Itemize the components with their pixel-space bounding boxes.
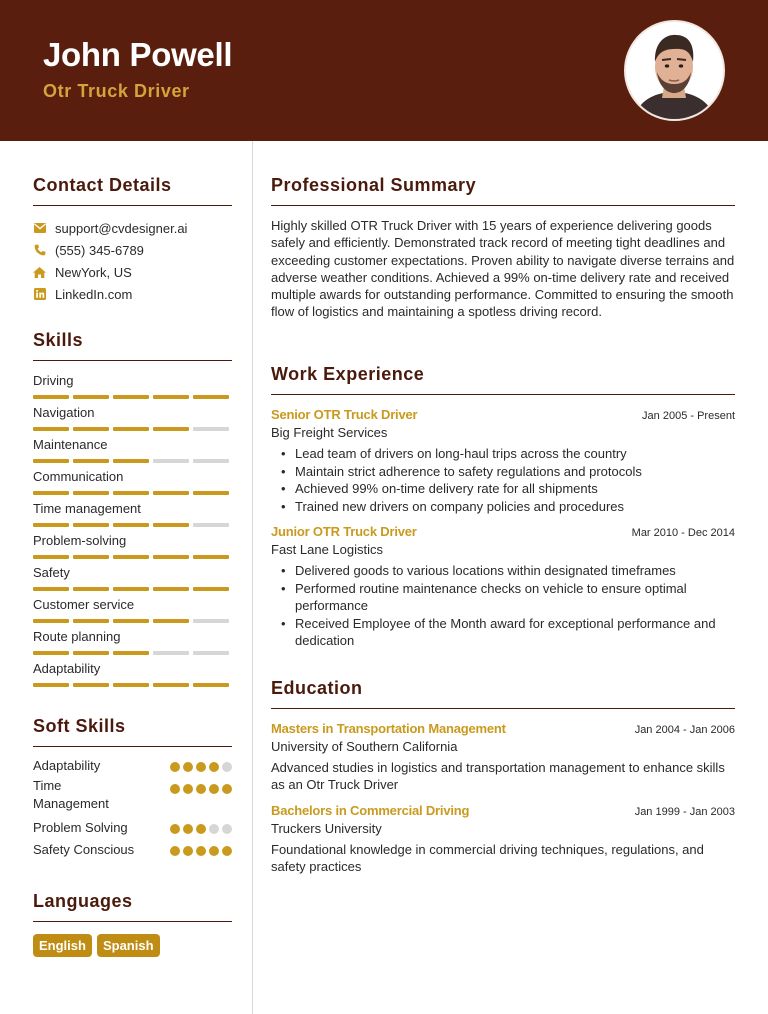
skill-level-segment bbox=[193, 619, 229, 623]
job-bullet: • Maintain strict adherence to safety regulations and protocols bbox=[278, 463, 735, 481]
section-rule bbox=[33, 921, 232, 922]
skill-level-bar bbox=[33, 555, 232, 559]
skill-level-bar bbox=[33, 459, 232, 463]
skill-label: Adaptability bbox=[33, 661, 101, 676]
job-bullet: • Received Employee of the Month award for exceptional performance and dedication bbox=[278, 615, 735, 650]
skill-level-segment bbox=[73, 427, 109, 431]
job-bullet: • Delivered goods to various locations within designated timeframes bbox=[278, 562, 735, 580]
education-entry bbox=[271, 803, 735, 876]
skill-level-bar bbox=[33, 683, 232, 687]
skill-level-segment bbox=[153, 459, 189, 463]
rating-dot bbox=[222, 784, 232, 794]
skill-level-segment bbox=[33, 459, 69, 463]
work-heading: Work Experience bbox=[271, 364, 425, 384]
soft-skill-label: Safety Conscious bbox=[33, 842, 135, 857]
skill-label: Time management bbox=[33, 501, 141, 516]
work-section bbox=[271, 364, 735, 650]
job-entry bbox=[271, 524, 735, 650]
education-date: Jan 1999 - Jan 2003 bbox=[634, 805, 735, 818]
rating-dot bbox=[170, 762, 180, 772]
job-bullet: • Trained new drivers on company policies and procedures bbox=[278, 498, 735, 516]
degree-title: Bachelors in Commercial Driving bbox=[271, 802, 470, 818]
column-divider bbox=[252, 141, 253, 1014]
skill-level-segment bbox=[113, 651, 149, 655]
skill-label: Safety bbox=[33, 565, 70, 580]
skill-level-segment bbox=[113, 427, 149, 431]
skill-level-segment bbox=[113, 555, 149, 559]
skill-label: Route planning bbox=[33, 629, 121, 644]
soft-skill-label: Time Management bbox=[33, 778, 109, 811]
section-rule bbox=[271, 708, 735, 709]
rating-dot bbox=[209, 846, 219, 856]
soft-skills-section bbox=[33, 716, 232, 864]
skill-level-segment bbox=[153, 683, 189, 687]
skill-level-segment bbox=[153, 491, 189, 495]
skill-label: Communication bbox=[33, 469, 124, 484]
skill-level-segment bbox=[33, 587, 69, 591]
skill-row bbox=[33, 404, 232, 436]
skill-level-segment bbox=[193, 427, 229, 431]
rating-dot bbox=[170, 784, 180, 794]
skill-level-segment bbox=[73, 619, 109, 623]
skill-level-segment bbox=[33, 523, 69, 527]
skill-level-segment bbox=[33, 427, 69, 431]
job-bullets bbox=[278, 562, 735, 650]
home-icon bbox=[33, 266, 46, 279]
section-rule bbox=[33, 746, 232, 747]
rating-dot bbox=[209, 784, 219, 794]
skill-level-segment bbox=[33, 683, 69, 687]
skill-level-segment bbox=[193, 587, 229, 591]
language-badge: Spanish bbox=[97, 934, 160, 957]
rating-dot bbox=[183, 824, 193, 834]
envelope-icon bbox=[33, 222, 46, 235]
soft-skill-label: Problem Solving bbox=[33, 820, 128, 835]
skill-label: Navigation bbox=[33, 405, 95, 420]
skill-level-segment bbox=[33, 555, 69, 559]
skill-level-segment bbox=[113, 683, 149, 687]
skill-level-segment bbox=[193, 523, 229, 527]
skill-level-segment bbox=[73, 459, 109, 463]
section-rule bbox=[33, 205, 232, 206]
soft-skill-rating bbox=[170, 824, 232, 834]
skills-section bbox=[33, 330, 232, 692]
job-title: Senior OTR Truck Driver bbox=[271, 407, 418, 422]
rating-dot bbox=[196, 824, 206, 834]
rating-dot bbox=[222, 846, 232, 856]
soft-skill-rating bbox=[170, 784, 232, 794]
rating-dot bbox=[183, 762, 193, 772]
section-rule bbox=[271, 205, 735, 206]
skill-level-segment bbox=[33, 491, 69, 495]
soft-skills-heading: Soft Skills bbox=[33, 716, 126, 736]
skill-level-bar bbox=[33, 587, 232, 591]
school-name: University of Southern California bbox=[271, 739, 458, 754]
contact-linkedin[interactable] bbox=[33, 283, 232, 305]
skill-level-segment bbox=[73, 683, 109, 687]
rating-dot bbox=[209, 824, 219, 834]
contact-location-text: NewYork, US bbox=[55, 264, 132, 280]
language-badge: English bbox=[33, 934, 92, 957]
job-date: Jan 2005 - Present bbox=[642, 410, 735, 422]
skill-label: Customer service bbox=[33, 597, 135, 612]
rating-dot bbox=[183, 846, 193, 856]
contact-phone-text: (555) 345-6789 bbox=[55, 242, 144, 258]
skill-level-segment bbox=[73, 587, 109, 591]
contact-email[interactable] bbox=[33, 217, 232, 239]
school-name: Truckers University bbox=[271, 820, 382, 836]
skill-level-segment bbox=[113, 459, 149, 463]
soft-skill-row bbox=[33, 820, 232, 842]
job-company: Fast Lane Logistics bbox=[271, 542, 384, 557]
skill-level-segment bbox=[193, 491, 229, 495]
skill-row bbox=[33, 628, 232, 660]
skill-row bbox=[33, 660, 232, 692]
job-title: Junior OTR Truck Driver bbox=[271, 524, 417, 539]
rating-dot bbox=[222, 824, 232, 834]
education-date: Jan 2004 - Jan 2006 bbox=[634, 724, 735, 736]
rating-dot bbox=[209, 762, 219, 772]
profile-photo bbox=[624, 20, 725, 121]
skills-heading: Skills bbox=[33, 330, 84, 350]
job-bullet: • Achieved 99% on-time delivery rate for all shipments bbox=[278, 480, 735, 498]
rating-dot bbox=[196, 784, 206, 794]
phone-icon bbox=[33, 244, 46, 257]
rating-dot bbox=[183, 784, 193, 794]
education-section bbox=[271, 678, 735, 875]
skill-label: Driving bbox=[33, 373, 74, 388]
soft-skill-rating bbox=[170, 762, 232, 772]
skill-level-bar bbox=[33, 651, 232, 655]
education-heading: Education bbox=[271, 678, 363, 698]
contact-email-text: support@cvdesigner.ai bbox=[55, 220, 188, 236]
job-bullets bbox=[278, 445, 735, 515]
skill-level-bar bbox=[33, 491, 232, 495]
education-entry bbox=[271, 721, 735, 794]
education-desc: Foundational knowledge in commercial driving techniques, regulations, and safety practices bbox=[271, 841, 704, 874]
skill-level-segment bbox=[73, 523, 109, 527]
resume-header bbox=[0, 0, 768, 141]
skill-level-segment bbox=[193, 683, 229, 687]
skill-label: Maintenance bbox=[33, 437, 108, 452]
skill-level-segment bbox=[113, 619, 149, 623]
contact-heading: Contact Details bbox=[33, 175, 172, 195]
candidate-title: Otr Truck Driver bbox=[43, 81, 190, 101]
job-company: Big Freight Services bbox=[271, 425, 388, 440]
skill-row bbox=[33, 372, 232, 404]
skill-row bbox=[33, 564, 232, 596]
rating-dot bbox=[170, 846, 180, 856]
contact-section bbox=[33, 175, 232, 305]
skill-level-segment bbox=[193, 395, 229, 399]
skill-level-segment bbox=[153, 555, 189, 559]
job-bullet: • Performed routine maintenance checks on vehicle to ensure optimal performance bbox=[278, 580, 735, 615]
skill-level-segment bbox=[33, 651, 69, 655]
skill-level-segment bbox=[113, 395, 149, 399]
skill-row bbox=[33, 532, 232, 564]
skill-level-segment bbox=[153, 523, 189, 527]
skill-row bbox=[33, 500, 232, 532]
skill-level-segment bbox=[73, 651, 109, 655]
soft-skill-row bbox=[33, 842, 232, 864]
soft-skill-label: Adaptability bbox=[33, 758, 101, 773]
skill-level-segment bbox=[73, 395, 109, 399]
job-bullet: • Lead team of drivers on long-haul trips across the country bbox=[278, 445, 735, 463]
rating-dot bbox=[196, 762, 206, 772]
section-rule bbox=[33, 360, 232, 361]
soft-skill-rating bbox=[170, 846, 232, 856]
skill-level-segment bbox=[113, 491, 149, 495]
contact-linkedin-text: LinkedIn.com bbox=[55, 286, 133, 302]
skill-level-segment bbox=[113, 523, 149, 527]
skill-level-segment bbox=[153, 619, 189, 623]
summary-heading: Professional Summary bbox=[271, 175, 477, 195]
skill-level-bar bbox=[33, 523, 232, 527]
skill-level-segment bbox=[153, 587, 189, 591]
contact-location bbox=[33, 261, 232, 283]
summary-text: Highly skilled OTR Truck Driver with 15 years of experience delivering goods safely and efficiently. Demonstrated track record of meeting tight deadlines and exceeding customer expectations. Proven ability to navigate diverse terrains and adverse weather conditions. Achieved a 99% on-time delivery rate and received multiple awards for outstanding performance. Committed to ensuring the smooth flow of logistics and maintaining a spotless driving record. bbox=[271, 218, 735, 320]
languages-heading: Languages bbox=[33, 891, 133, 911]
skill-row bbox=[33, 436, 232, 468]
skill-level-segment bbox=[33, 619, 69, 623]
skill-level-segment bbox=[153, 427, 189, 431]
skill-level-segment bbox=[33, 395, 69, 399]
degree-title: Masters in Transportation Management bbox=[271, 721, 506, 736]
candidate-name: John Powell bbox=[43, 36, 233, 73]
rating-dot bbox=[170, 824, 180, 834]
section-rule bbox=[271, 394, 735, 395]
skill-level-segment bbox=[113, 587, 149, 591]
rating-dot bbox=[222, 762, 232, 772]
job-date: Mar 2010 - Dec 2014 bbox=[631, 527, 735, 539]
skill-row bbox=[33, 596, 232, 628]
skill-level-segment bbox=[153, 651, 189, 655]
skill-label: Problem-solving bbox=[33, 533, 127, 548]
skill-level-bar bbox=[33, 395, 232, 399]
skill-level-segment bbox=[193, 555, 229, 559]
linkedin-icon bbox=[33, 288, 46, 301]
education-desc: Advanced studies in logistics and transportation management to enhance skills as an Otr Truck Driver bbox=[271, 760, 725, 793]
languages-section bbox=[33, 891, 232, 957]
job-entry bbox=[271, 407, 735, 515]
skill-level-bar bbox=[33, 427, 232, 431]
contact-phone[interactable] bbox=[33, 239, 232, 261]
skill-level-segment bbox=[73, 555, 109, 559]
soft-skill-row bbox=[33, 780, 232, 820]
skills-list bbox=[33, 372, 232, 692]
skill-level-segment bbox=[193, 651, 229, 655]
summary-section bbox=[271, 175, 735, 321]
rating-dot bbox=[196, 846, 206, 856]
skill-level-bar bbox=[33, 619, 232, 623]
skill-row bbox=[33, 468, 232, 500]
skill-level-segment bbox=[193, 459, 229, 463]
skill-level-segment bbox=[73, 491, 109, 495]
skill-level-segment bbox=[153, 395, 189, 399]
